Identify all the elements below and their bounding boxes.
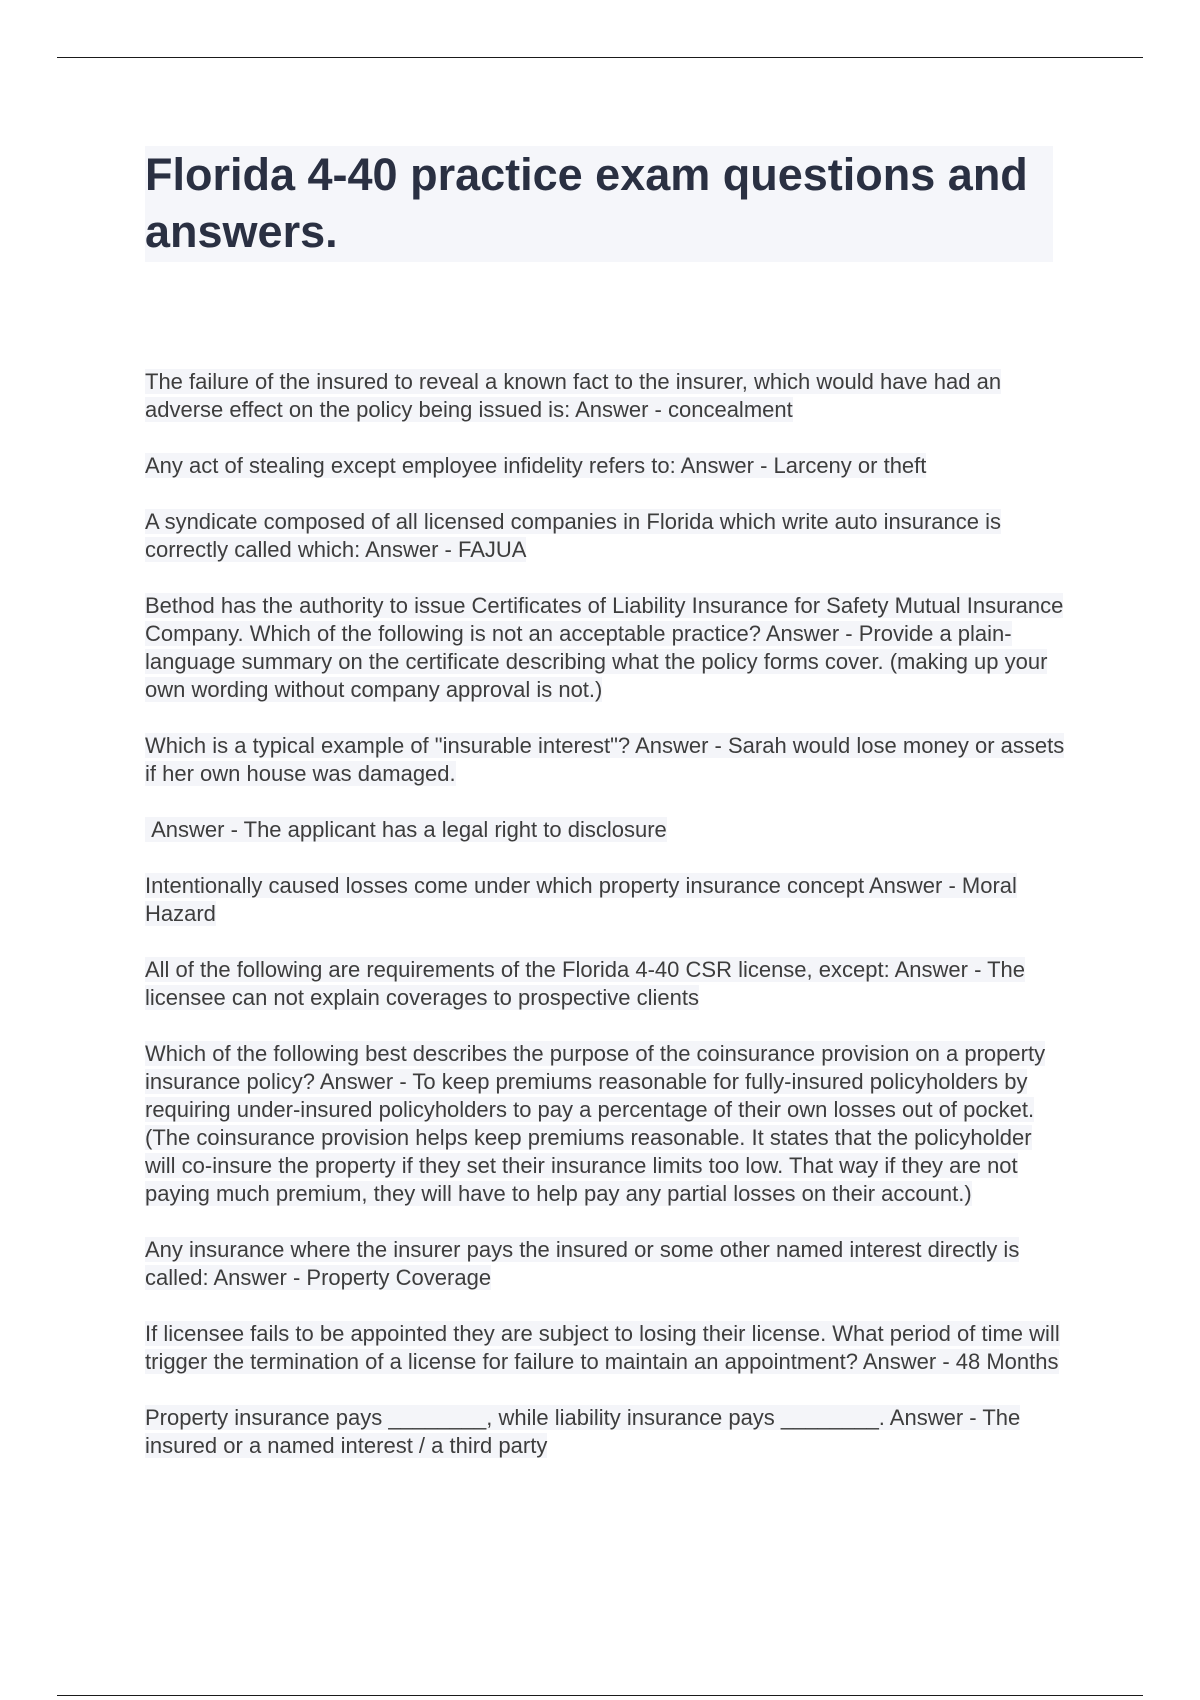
- qa-item-6: Answer - The applicant has a legal right to disclosure: [145, 817, 667, 842]
- qa-item-5: Which is a typical example of "insurable interest"? Answer - Sarah would lose money or assets if her own house was damaged.: [145, 733, 1065, 786]
- qa-item-12: Property insurance pays ________, while liability insurance pays ________. Answer - The insured or a named interest / a third party: [145, 1405, 1021, 1458]
- top-divider: [57, 57, 1143, 58]
- qa-item-1: The failure of the insured to reveal a known fact to the insurer, which would have had an adverse effect on the policy being issued is: Answer - concealment: [145, 369, 1002, 422]
- bottom-divider: [57, 1695, 1143, 1696]
- qa-item-8: All of the following are requirements of the Florida 4-40 CSR license, except: Answer - The licensee can not explain coverages to prospective clients: [145, 957, 1026, 1010]
- title-block: [145, 146, 1053, 262]
- qa-list: [145, 368, 1065, 1488]
- qa-item-2: Any act of stealing except employee infidelity refers to: Answer - Larceny or theft: [145, 453, 927, 478]
- qa-item-9: Which of the following best describes the purpose of the coinsurance provision on a property insurance policy? Answer - To keep premiums reasonable for fully-insured policyholders by requiring under-insured policyholders to pay a percentage of their own losses out of pocket. (The coinsurance provision helps keep premiums reasonable. It states that the policyholder will co-insure the property if they set their insurance limits too low. That way if they are not paying much premium, they will have to help pay any partial losses on their account.): [145, 1041, 1046, 1206]
- qa-item-3: A syndicate composed of all licensed companies in Florida which write auto insurance is correctly called which: Answer - FAJUA: [145, 509, 1001, 562]
- qa-item-7: Intentionally caused losses come under which property insurance concept Answer - Moral Hazard: [145, 873, 1017, 926]
- document-title: Florida 4-40 practice exam questions and answers.: [145, 149, 1028, 257]
- qa-item-11: If licensee fails to be appointed they are subject to losing their license. What period of time will trigger the termination of a license for failure to maintain an appointment? Answer - 48 Months: [145, 1321, 1060, 1374]
- qa-item-4: Bethod has the authority to issue Certificates of Liability Insurance for Safety Mutual Insurance Company. Which of the following is not an acceptable practice? Answer - Provide a plain-language summary on the certificate describing what the policy forms cover. (making up your own wording without company approval is not.): [145, 593, 1064, 702]
- qa-item-10: Any insurance where the insurer pays the insured or some other named interest directly is called: Answer - Property Coverage: [145, 1237, 1020, 1290]
